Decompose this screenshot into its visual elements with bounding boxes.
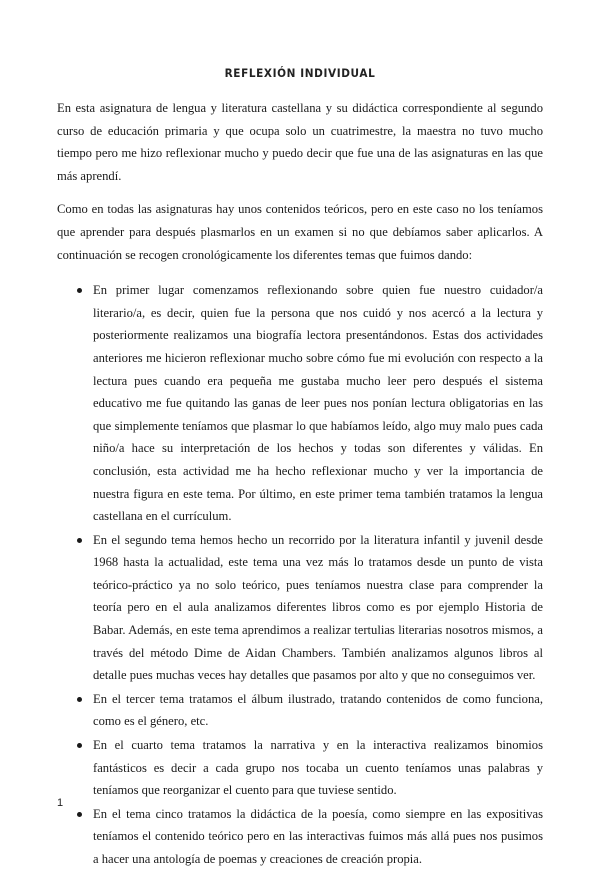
list-item-text: En el segundo tema hemos hecho un recorrido por la literatura infantil y juvenil desde 1968 hasta la actualidad, este tema una vez más lo tratamos desde un punto de vista teórico-práctico ya no solo teórico, pues teníamos nuestra clase para comprender la teoría pero en el aula analizamos diferentes libros como es por ejemplo Historia de Babar. Además, en este tema aprendimos a realizar tertulias literarias nosotros mismos, a través del método Dime de Aidan Chambers. También analizamos algunos libros al detalle pues muchas veces hay detalles que pasamos por alto y que no conseguimos ver.	[93, 532, 543, 683]
bullet-icon	[77, 697, 82, 702]
bullet-icon	[77, 743, 82, 748]
topics-list	[57, 279, 543, 870]
contents-paragraph: Como en todas las asignaturas hay unos contenidos teóricos, pero en este caso no los teníamos que aprender para después plasmarlos en un examen si no que debíamos saber aplicarlos. A continuación se recogen cronológicamente los diferentes temas que fuimos dando:	[57, 202, 543, 262]
bullet-icon	[77, 538, 82, 543]
intro-paragraph: En esta asignatura de lengua y literatura castellana y su didáctica correspondiente al segundo curso de educación primaria y que ocupa solo un cuatrimestre, la maestra no tuvo mucho tiempo pero me hizo reflexionar mucho y puedo decir que fue una de las asignaturas en las que más aprendí.	[57, 101, 543, 183]
list-item	[57, 803, 543, 871]
list-item-text: En el tema cinco tratamos la didáctica de la poesía, como siempre en las expositivas teníamos el contenido teórico pero en las interactivas fuimos más allá pues nos pusimos a hacer una antología de poemas y creaciones de creación propia.	[93, 806, 543, 866]
page-number: 1	[57, 797, 64, 809]
list-item	[57, 529, 543, 687]
bullet-icon	[77, 288, 82, 293]
list-item-text: En el tercer tema tratamos el álbum ilustrado, tratando contenidos de como funciona, como es el género, etc.	[93, 691, 543, 729]
list-item	[57, 688, 543, 733]
bullet-icon	[77, 812, 82, 817]
list-item	[57, 734, 543, 802]
document-title: REFLEXIÓN INDIVIDUAL	[224, 67, 376, 81]
list-item-text: En primer lugar comenzamos reflexionando sobre quien fue nuestro cuidador/a literario/a, es decir, quien fue la persona que nos cuidó y nos acercó a la lectura y posteriormente realizamos una biografía lectora presentándonos. Estas dos actividades anteriores me hicieron reflexionar mucho sobre cómo fue mi evolución con respecto a la lectura pues cuando era pequeña me gustaba mucho leer pero después el sistema educativo me fue quitando las ganas de leer pues nos ponían lectura obligatorias en las que simplemente teníamos que plasmar lo que habíamos leído, algo muy malo pues cada niño/a hace su interpretación de los hechos y todas son diferentes y válidas. En conclusión, esta actividad me ha hecho reflexionar mucho y ver la importancia de nuestra figura en este tema. Por último, en este primer tema también tratamos la lengua castellana en el currículum.	[93, 283, 543, 524]
list-item-text: En el cuarto tema tratamos la narrativa y en la interactiva realizamos binomios fantásticos es decir a cada grupo nos tocaba un cuento teníamos unas palabras y teníamos que reorganizar el cuento para que tuviese sentido.	[93, 738, 543, 798]
list-item	[57, 279, 543, 528]
